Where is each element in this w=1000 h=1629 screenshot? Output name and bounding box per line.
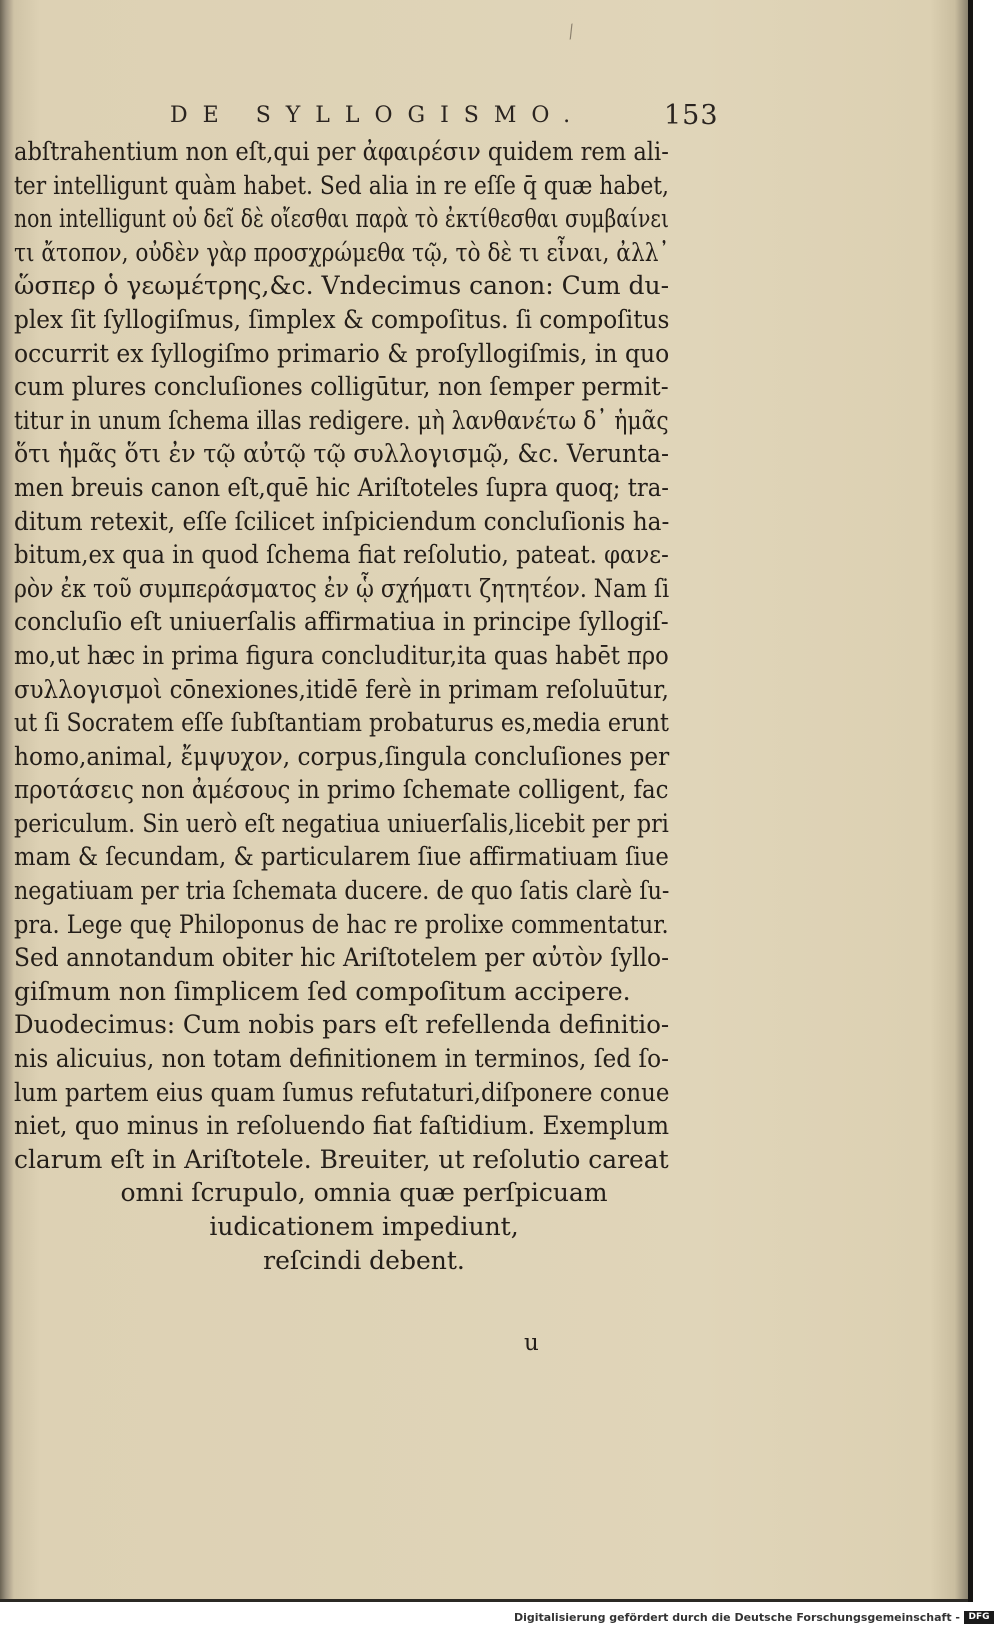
text-line: τι ἄτοπον, οὐδὲν γὰρ προσχρώμεθα τῷ, τὸ δὲ τι εἶναι, ἀλλ᾿ [14, 237, 670, 267]
text-line: occurrit ex ſyllogiſmo primario & proſyllogiſmis, in quo [14, 338, 670, 368]
tail-text-line: iudicationem impediunt, [209, 1212, 519, 1241]
text-line: mo,ut hæc in prima figura concluditur,ita quas habēt προ [14, 640, 669, 670]
text-line: plex ſit ſyllogiſmus, ſimplex & compoſitus. ſi compoſitus [14, 304, 670, 334]
text-line: non intelligunt οὐ δεῖ δὲ οἴεσθαι παρὰ τὸ ἐκτίθεσθαι συμβαίνει [14, 204, 669, 234]
text-line: ρὸν ἐκ τοῦ συμπεράσματος ἐν ᾧ σχήματι ζητητέον. Nam ſi [14, 573, 670, 603]
text-line: mam & ſecundam, & particularem ſiue affirmatiuam ſiue [14, 842, 669, 872]
scan-margin [973, 0, 1000, 1608]
running-head: DE SYLLOGISMO. [170, 103, 586, 128]
text-line: niet, quo minus in reſoluendo fiat faſtidium. Exemplum [14, 1111, 670, 1141]
tail-text-line: reſcindi debent. [263, 1245, 465, 1275]
text-line: negatiuam per tria ſchemata ducere. de quo ſatis clarè ſu- [14, 876, 670, 906]
text-line: homo,animal, ἔμψυχον, corpus,ſingula concluſiones per [14, 741, 670, 771]
text-line: Sed annotandum obiter hic Ariſtotelem per αὐτὸν ſyllo- [14, 943, 669, 973]
page-number: 153 [664, 100, 719, 131]
text-line: ditum retexit, eſſe ſcilicet inſpiciendum concluſionis ha- [14, 506, 670, 536]
text-line: concluſio eſt uniuerſalis affirmatiua in principe ſyllogiſ- [14, 607, 669, 637]
text-line: Duodecimus: Cum nobis pars eſt refellenda definitio- [14, 1010, 670, 1040]
text-line: ut ſi Socratem eſſe ſubſtantiam probaturus es,media erunt [14, 708, 669, 738]
funding-credit: Digitalisierung gefördert durch die Deutsche Forschungsgemeinschaft - [513, 1611, 960, 1624]
text-line: titur in unum ſchema illas redigere. μὴ λανθανέτω δ᾿ ἡμᾶς [14, 405, 669, 435]
dfg-logo: DFG [964, 1611, 994, 1624]
text-line: pra. Lege quę Philoponus de hac re prolixe commentatur. [14, 909, 669, 939]
footer-bar [0, 1608, 1000, 1629]
text-line: periculum. Sin uerò eſt negatiua uniuerſalis,licebit per pri [14, 808, 669, 838]
text-line: abſtrahentium non eſt,qui per ἀφαιρέσιν quidem rem ali- [14, 137, 669, 166]
text-line: συλλογισμοὶ cōnexiones,itidē ferè in primam reſoluūtur, [14, 674, 669, 704]
pencil-mark: ⁄ [565, 22, 578, 43]
text-line: bitum,ex qua in quod ſchema fiat reſolutio, pateat. φανε- [14, 540, 669, 570]
text-line: clarum eſt in Ariſtotele. Breuiter, ut reſolutio careat [14, 1144, 669, 1174]
text-line: nis alicuius, non totam definitionem in terminos, ſed ſo- [14, 1044, 669, 1074]
text-line: ὥσπερ ὁ γεωμέτρης,&c. Vndecimus canon: Cum du- [14, 271, 670, 301]
text-line: ter intelligunt quàm habet. Sed alia in re eſſe q̄ quæ habet, [14, 170, 669, 200]
text-line: giſmum non ſimplicem ſed compoſitum accipere. [14, 976, 631, 1006]
body-text [14, 135, 714, 1277]
tail-text-line: omni ſcrupulo, omnia quæ perſpicuam [120, 1178, 608, 1208]
text-line: προτάσεις non ἀμέσους in primo ſchemate colligent, fac [14, 775, 669, 805]
text-line: cum plures concluſiones colligūtur, non ſemper permit- [14, 372, 669, 402]
signature-mark: u [524, 1330, 539, 1356]
text-line: ὅτι ἡμᾶς ὅτι ἐν τῷ αὐτῷ τῷ συλλογισμῷ, &c. Verunta- [14, 439, 670, 469]
text-line: men breuis canon eſt,quē hic Ariſtoteles ſupra quoq; tra- [14, 472, 670, 502]
text-line: lum partem eius quam ſumus refutaturi,diſponere conue [14, 1077, 670, 1107]
